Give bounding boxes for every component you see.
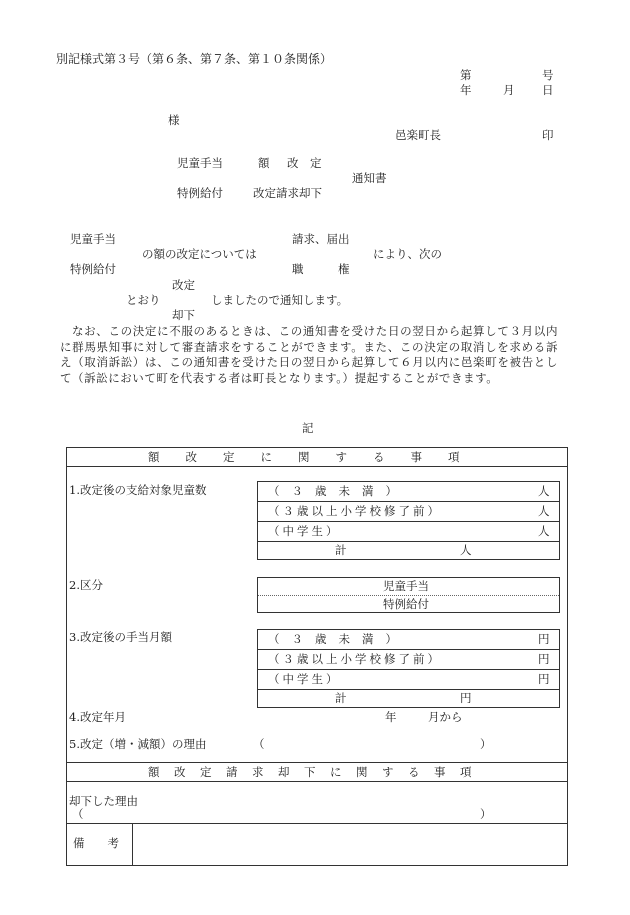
body-toori: とおり xyxy=(126,293,161,307)
item3-line1 xyxy=(257,649,560,650)
recipient-suffix: 様 xyxy=(168,113,180,127)
title-notice: 通知書 xyxy=(352,171,387,185)
item5-close-paren: ） xyxy=(480,737,492,751)
item1-row-under3: （３歳未満） xyxy=(268,484,409,498)
item1-total-unit: 人 xyxy=(460,543,472,557)
item2-option-tokurei: 特例給付 xyxy=(383,597,429,611)
item3-row-preschool-unit: 円 xyxy=(538,652,550,666)
item3-line2 xyxy=(257,669,560,670)
item5-open-paren: （ xyxy=(253,737,265,751)
date-month: 月 xyxy=(503,83,515,97)
item2-option-jidou: 児童手当 xyxy=(383,579,429,593)
item2-divider xyxy=(258,595,559,596)
item3-row-under3: （３歳未満） xyxy=(268,632,409,646)
item4-label: 4.改定年月 xyxy=(69,710,126,724)
date-day: 日 xyxy=(542,83,554,97)
section2-header: 額改定請求却下に関する事項 xyxy=(148,765,486,779)
item4-year: 年 xyxy=(385,710,397,724)
remarks-label: 備 考 xyxy=(73,836,119,850)
title-kaitei: 改 定 xyxy=(287,156,322,170)
item3-total-unit: 円 xyxy=(460,691,472,705)
section2-divider xyxy=(66,781,568,782)
body-by-text: により、次の xyxy=(373,247,442,261)
item1-line1 xyxy=(257,501,560,502)
body-amount-text: の額の改定については xyxy=(142,247,257,261)
reject-open-paren: （ xyxy=(72,807,84,821)
item3-line3 xyxy=(257,689,560,690)
date-year: 年 xyxy=(460,83,472,97)
ki-label: 記 xyxy=(302,421,314,435)
title-item-top: 児童手当 xyxy=(177,156,223,170)
number-dai: 第 xyxy=(460,68,472,82)
item1-line3 xyxy=(257,541,560,542)
item1-row-junior: （中学生） xyxy=(268,524,341,538)
body-kyakka: 却下 xyxy=(172,308,195,322)
item1-total-label: 計 xyxy=(335,543,347,557)
item3-row-junior-unit: 円 xyxy=(538,672,550,686)
item1-line2 xyxy=(257,521,560,522)
item5-label: 5.改定（増・減額）の理由 xyxy=(69,737,207,751)
body-reason-top: 請求、届出 xyxy=(292,232,350,246)
form-id: 別記様式第３号（第６条、第７条、第１０条関係） xyxy=(56,52,333,66)
body-reason-bottom: 職 権 xyxy=(292,262,350,276)
item1-row-preschool-unit: 人 xyxy=(538,504,550,518)
body-item-top: 児童手当 xyxy=(70,232,116,246)
item3-label: 3.改定後の手当月額 xyxy=(69,630,172,644)
reject-label: 却下した理由 xyxy=(69,794,138,808)
remarks-divider xyxy=(66,823,568,824)
item3-row-under3-unit: 円 xyxy=(538,632,550,646)
item1-row-junior-unit: 人 xyxy=(538,524,550,538)
item2-label: 2.区分 xyxy=(69,578,103,592)
item4-month-from: 月から xyxy=(428,710,463,724)
title-item-bottom: 特例給付 xyxy=(177,186,223,200)
item1-label: 1.改定後の支給対象児童数 xyxy=(69,483,207,497)
body-notify: しましたので通知します。 xyxy=(211,293,349,307)
section2-top-divider xyxy=(66,762,568,763)
body-kaitei: 改定 xyxy=(172,278,195,292)
item1-row-preschool: （３歳以上小学校修了前） xyxy=(268,504,442,518)
item3-row-preschool: （３歳以上小学校修了前） xyxy=(268,652,442,666)
item3-row-junior: （中学生） xyxy=(268,672,341,686)
seal: 印 xyxy=(542,128,554,142)
issuer: 邑楽町長 xyxy=(395,128,441,142)
item1-row-under3-unit: 人 xyxy=(538,484,550,498)
section1-divider xyxy=(66,466,568,467)
number-go: 号 xyxy=(542,68,554,82)
title-rejection: 改定請求却下 xyxy=(253,186,322,200)
appeal-notice: なお、この決定に不服のあるときは、この通知書を受けた日の翌日から起算して３月以内に群馬県知事に対して審査請求をすることができます。また、この決定の取消しを求める訴え（取消訴訟）は、この通知書を受けた日の翌日から起算して６月以内に邑楽町を被告として（訴訟において町を代表する者は町長となります。）提起することができます。 xyxy=(60,324,558,385)
reject-close-paren: ） xyxy=(480,807,492,821)
body-item-bottom: 特例給付 xyxy=(70,262,116,276)
item3-total-label: 計 xyxy=(335,691,347,705)
title-amount: 額 xyxy=(258,156,270,170)
remarks-column-divider xyxy=(132,823,133,866)
section1-header: 額改定に関する事項 xyxy=(148,450,486,464)
